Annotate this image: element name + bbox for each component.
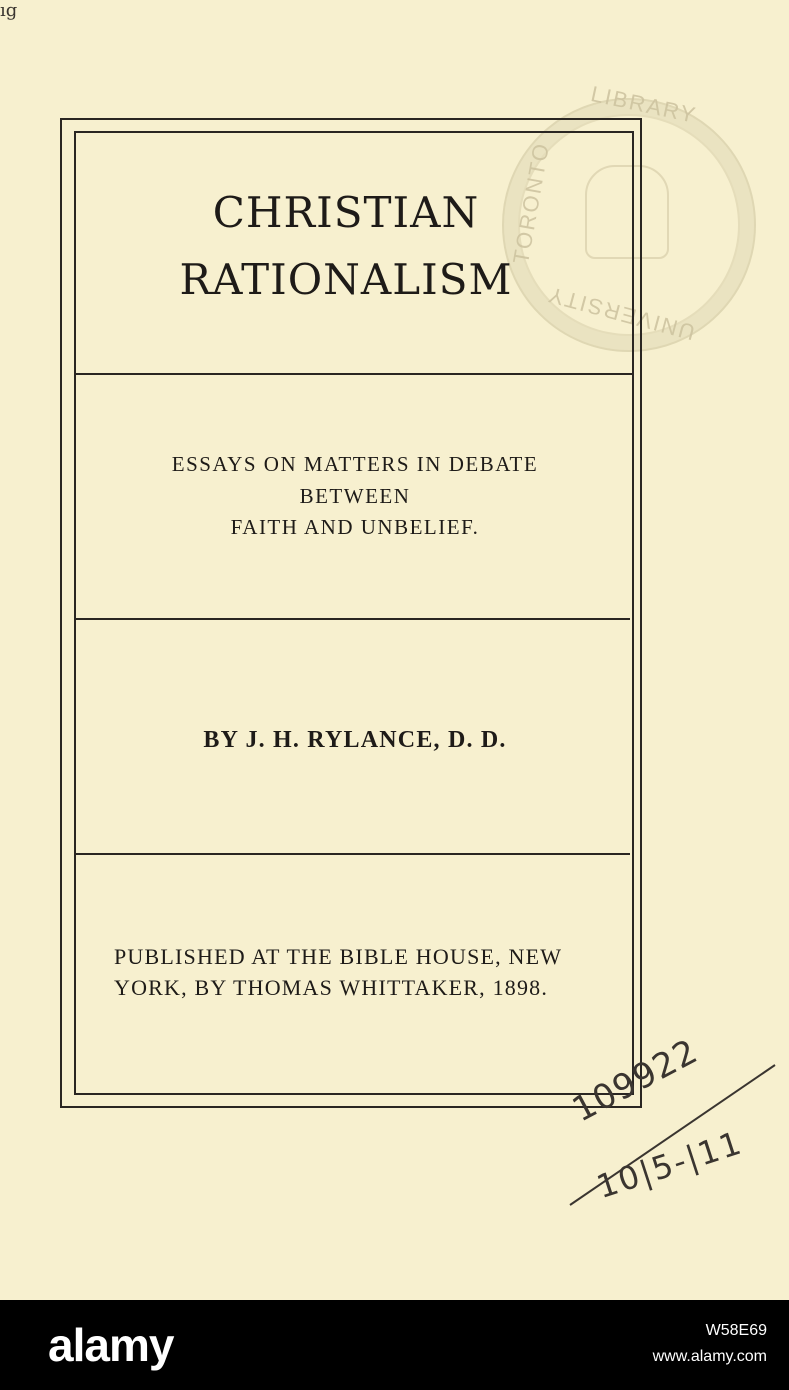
stamp-left-text: TORONTO (508, 140, 555, 266)
imprint-line-2: YORK, BY THOMAS WHITTAKER, 1898. (114, 975, 549, 1000)
corner-mark: ıg (0, 0, 18, 21)
imprint-line-1: PUBLISHED AT THE BIBLE HOUSE, NEW (114, 944, 563, 969)
site-url: www.alamy.com (652, 1348, 767, 1365)
subtitle-line-2: BETWEEN (299, 484, 411, 508)
stamp-bottom-text: UNIVERSITY (544, 281, 698, 346)
divider-2 (75, 618, 630, 620)
divider-1 (76, 373, 632, 375)
title-line-1: CHRISTIAN (212, 188, 480, 237)
divider-3 (74, 853, 630, 855)
image-id: W58E69 (705, 1322, 767, 1339)
author-line: BY J. H. RYLANCE, D. D. (203, 727, 507, 753)
alamy-logo: alamy (48, 1319, 174, 1371)
watermark-footer (0, 1300, 789, 1390)
handwritten-number-bottom: 10|5-|11 (592, 1123, 748, 1207)
handwritten-number-top: 109922 (566, 1031, 705, 1131)
title-line-2: RATIONALISM (179, 255, 513, 304)
subtitle-line-1: ESSAYS ON MATTERS IN DEBATE (171, 452, 539, 476)
stamp-top-text: LIBRARY (588, 81, 700, 128)
subtitle-line-3: FAITH AND UNBELIEF. (230, 515, 480, 539)
